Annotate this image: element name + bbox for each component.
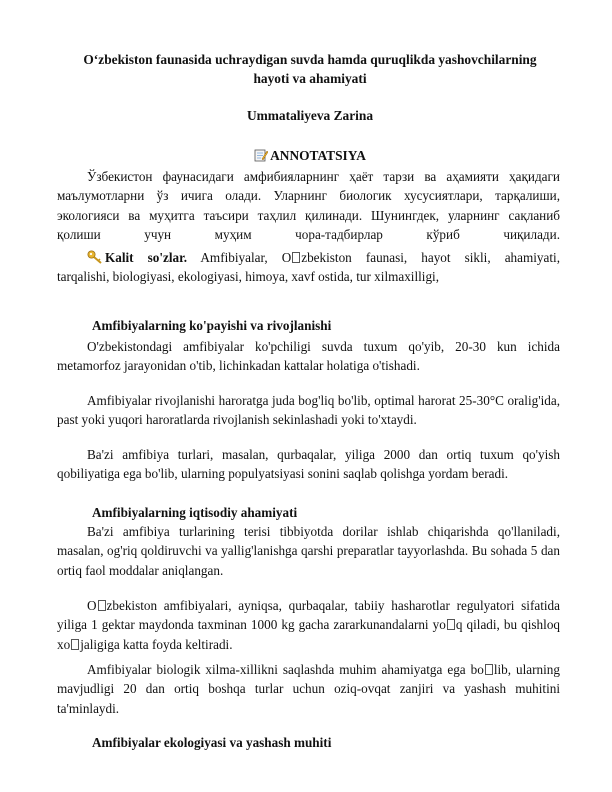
- paper-title: [60, 50, 560, 88]
- section1-paragraph-3: Ba'zi amfibiya turlari, masalan, qurbaqalar, yiliga 2000 dan ortiq tuxum qo'yish qobiliyatiga ega bo'lib, ularning populyatsiyasi sonini saqlab qolishga yordam beradi.: [57, 447, 560, 482]
- keywords-text-b: zbekiston faunasi, hayot sikli, ahamiyati,: [301, 250, 560, 265]
- section-heading-reproduction: Amfibiyalarning ko'payishi va rivojlanishi: [92, 318, 332, 333]
- keywords-line-2: tarqalishi, biologiyasi, ekologiyasi, himoya, xavf ostida, tur xilmaxilligi,: [57, 269, 440, 285]
- missing-glyph-icon: [98, 600, 106, 611]
- missing-glyph-icon: [292, 252, 300, 263]
- keywords-block: [57, 248, 560, 287]
- section2-p2-d: jaligiga katta foyda keltiradi.: [80, 636, 233, 652]
- section2-p2-b: zbekiston amfibiyalari, ayniqsa, qurbaqalar, tabiiy hasharotlar regulyatori sifatida yiliga 1 gektar maydonda taxminan 1000 kg gacha zararkunandalarni yo: [57, 598, 560, 633]
- section1-paragraph-1: O'zbekistondagi amfibiyalar ko'pchiligi suvda tuxum qo'yib, 20-30 kun ichida metamorfoz jarayonidan o'tib, lichinkadan kattalar holatiga o'tishadi.: [57, 339, 560, 374]
- annotation-line-4: қолиши учун муҳим чора-тадбирлар кўриб чиқилади.: [57, 227, 560, 243]
- annotation-heading: [60, 148, 560, 164]
- author-name: Ummataliyeva Zarina: [246, 108, 374, 123]
- keywords-label: Kalit so'zlar.: [105, 250, 188, 265]
- section2-p2-c: q qiladi, bu qishloq xo: [57, 617, 561, 652]
- annotation-text: [57, 167, 560, 245]
- section2-p2-a: O: [87, 598, 97, 613]
- section1-paragraph-2: Amfibiyalar rivojlanishi haroratga juda bog'liq bo'lib, optimal harorat 25-30°C oralig'ida, past yoki yuqori haroratlarda rivojlanish sekinlashadi yoki to'xtaydi.: [57, 393, 560, 428]
- keywords-line-1: [57, 248, 560, 267]
- annotation-line-2: маълумотларни ўз ичига олади. Уларнинг биологик хусусиятлари, тарқалиши,: [57, 188, 560, 204]
- section2-paragraph-1: Ba'zi amfibiya turlarining terisi tibbiyotda dorilar ishlab chiqarishda qo'llaniladi, masalan, og'riq qoldiruvchi va yallig'lanishga qarshi preparatlar tayyorlashda. Bu sohada 5 dan ortiq faol moddalar aniqlangan.: [57, 524, 560, 578]
- missing-glyph-icon: [447, 619, 455, 630]
- paper-title-line-2: hayoti va ahamiyati: [253, 71, 367, 86]
- memo-icon: [254, 148, 268, 162]
- paper-title-line-1: O‘zbekiston faunasida uchraydigan suvda hamda quruqlikda yashovchilarning: [83, 52, 537, 67]
- section2-p3-a: Amfibiyalar biologik xilma-xillikni saqlashda muhim ahamiyatga ega bo: [87, 662, 484, 677]
- keywords-text-a: Amfibiyalar, O: [187, 250, 292, 265]
- section2-p3-b: lib, ularning mavjudligi 20 dan ortiq boshqa turlar uchun oziq-ovqat zanjiri va yashash muhitini ta'minlaydi.: [57, 662, 560, 716]
- section-heading-ecology: Amfibiyalar ekologiyasi va yashash muhiti: [92, 735, 332, 750]
- missing-glyph-icon: [485, 664, 493, 675]
- section-heading-economic: Amfibiyalarning iqtisodiy ahamiyati: [92, 505, 298, 520]
- key-icon: [87, 250, 103, 264]
- section2-paragraph-2: [57, 596, 560, 654]
- missing-glyph-icon: [71, 639, 79, 650]
- annotation-line-3: экологияси ва муҳитга таъсири таҳлил қилинади. Шунингдек, уларнинг сақланиб: [57, 207, 560, 223]
- annotation-heading-text: ANNOTATSIYA: [270, 148, 366, 163]
- annotation-line-1: Ўзбекистон фаунасидаги амфибияларнинг ҳаёт тарзи ва аҳамияти ҳақидаги: [87, 169, 560, 184]
- section2-paragraph-3: [57, 660, 560, 718]
